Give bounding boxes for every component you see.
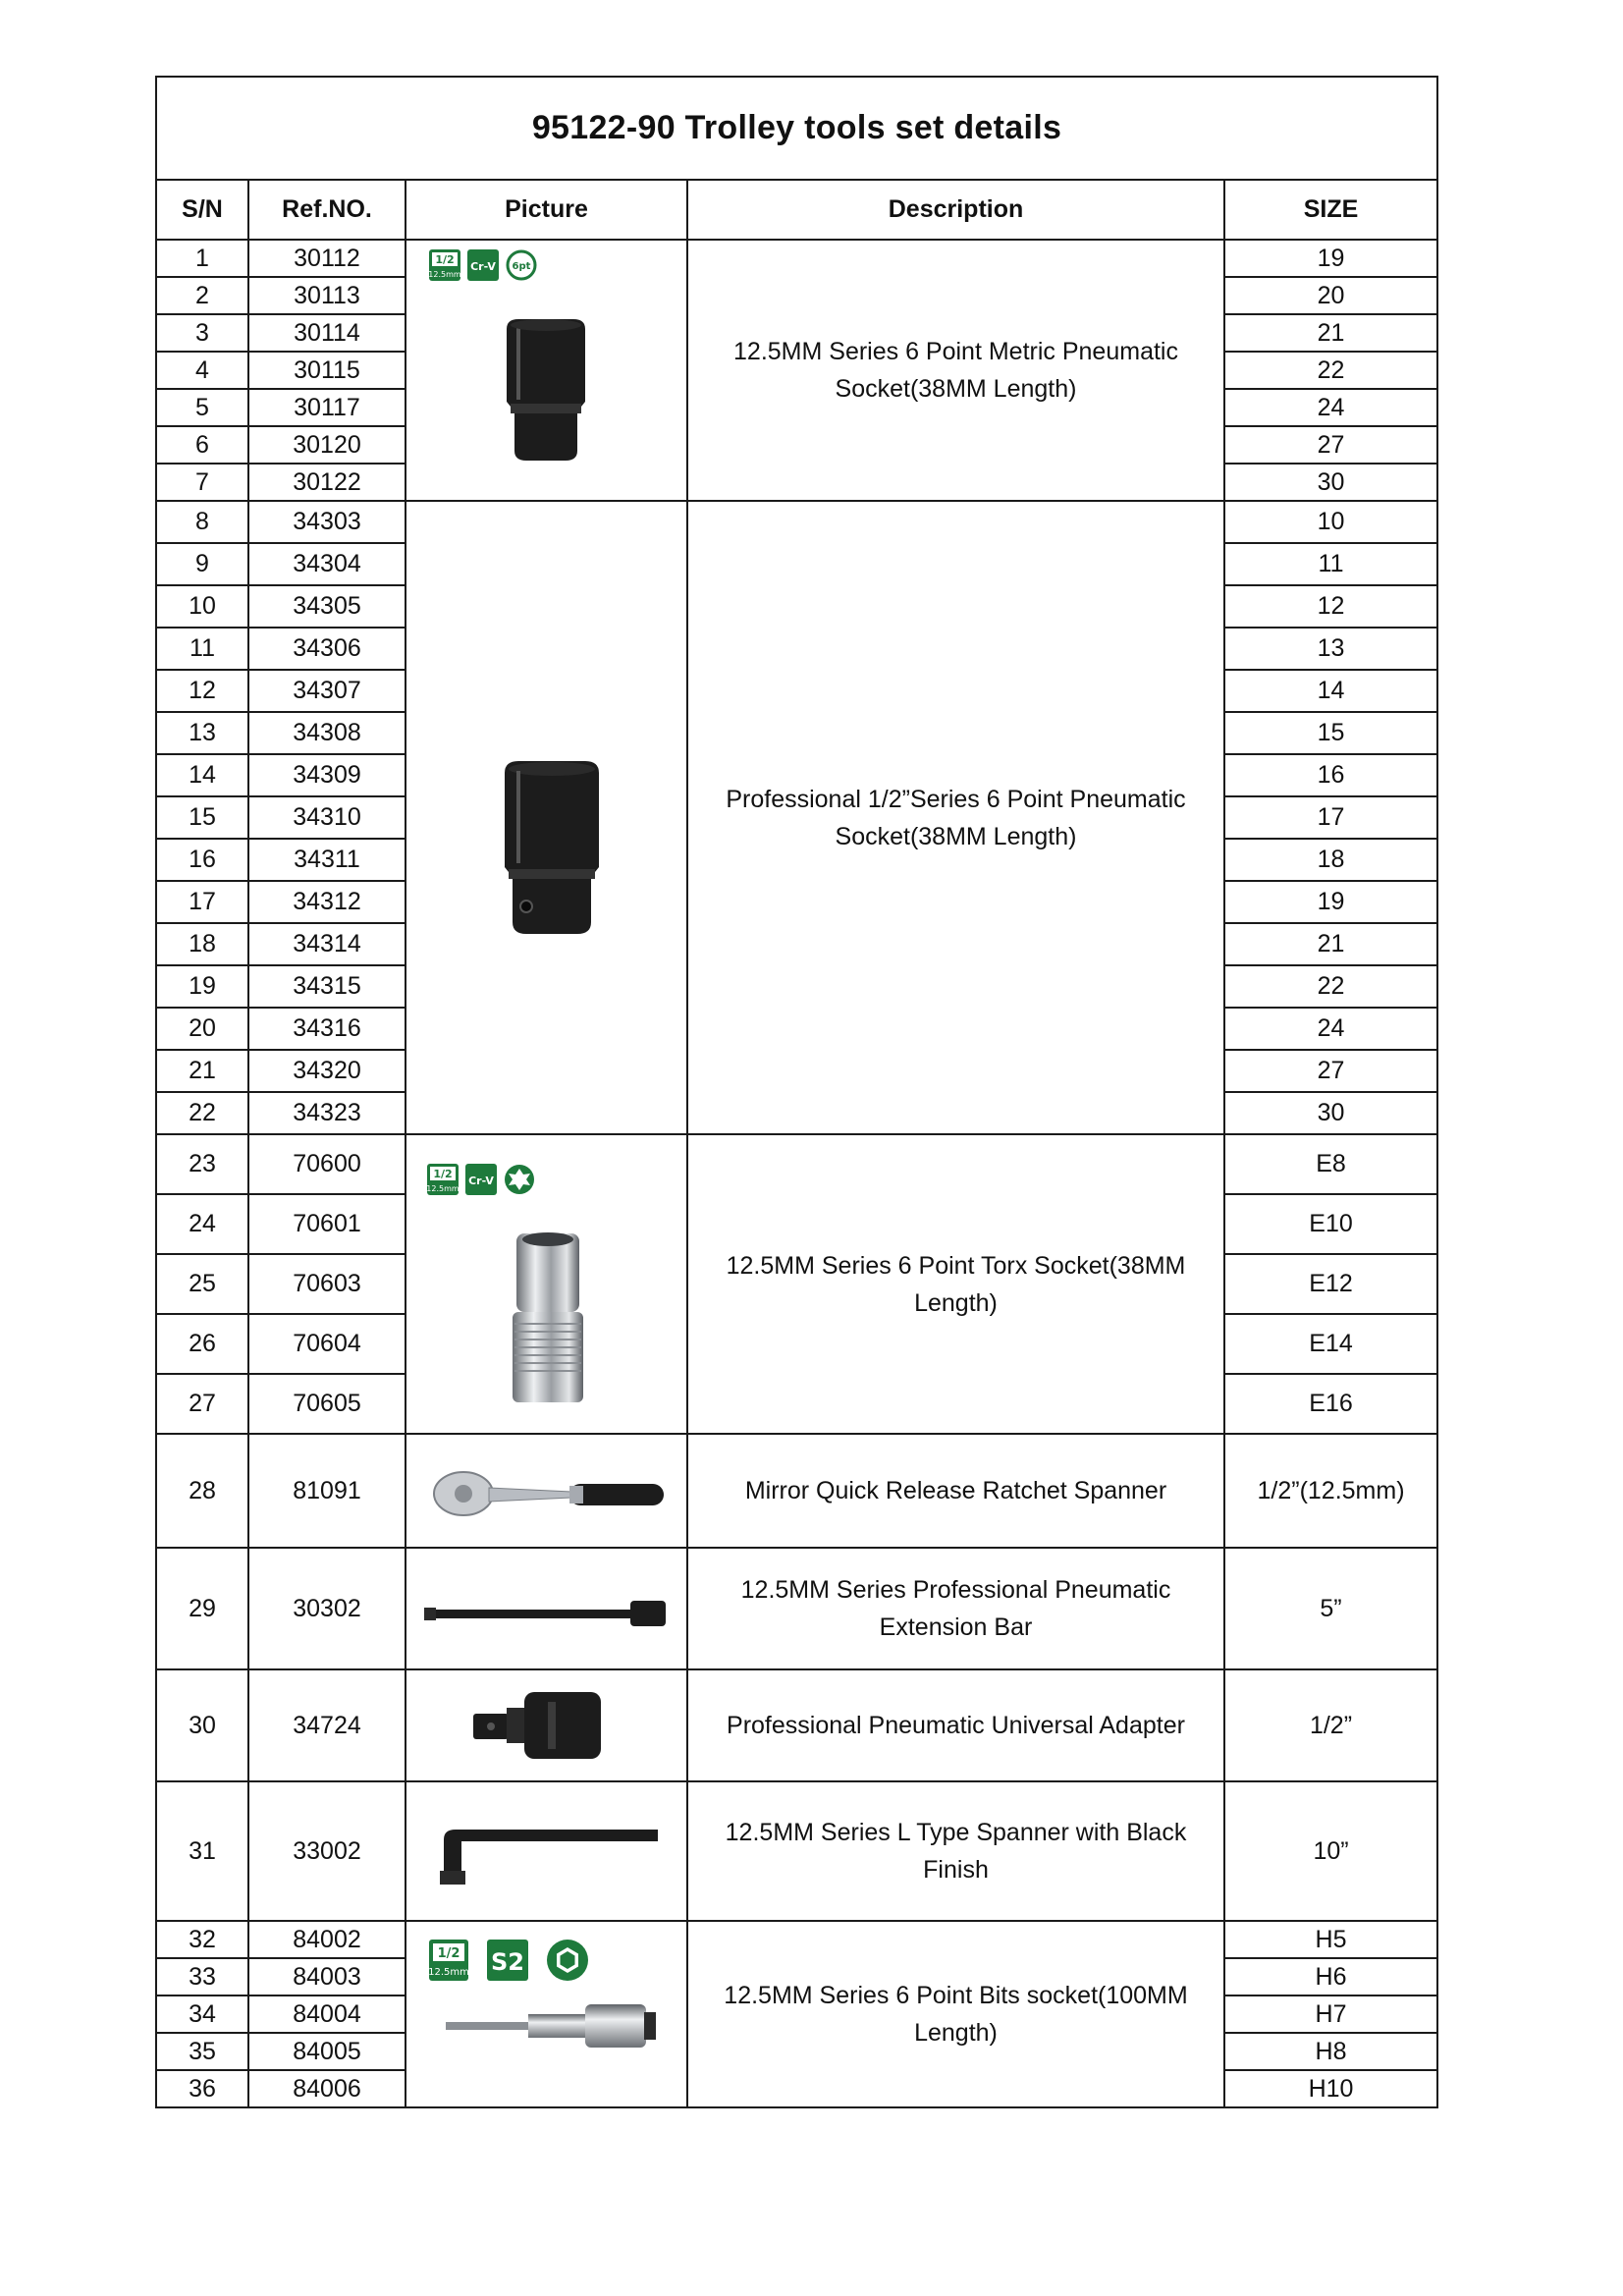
cell-size: 30	[1224, 1092, 1437, 1134]
description-line: Socket(38MM Length)	[835, 375, 1077, 403]
cell-description	[687, 1669, 1224, 1781]
cell-sn: 31	[156, 1781, 248, 1921]
header-picture: Picture	[406, 180, 687, 240]
description-line: Finish	[923, 1856, 989, 1884]
cell-size: 15	[1224, 712, 1437, 754]
cell-ref: 34306	[248, 628, 406, 670]
cell-sn: 27	[156, 1374, 248, 1434]
badge-6pt: 6pt	[512, 261, 531, 272]
tools-table	[155, 76, 1438, 2108]
cell-ref: 34309	[248, 754, 406, 796]
cell-sn: 19	[156, 965, 248, 1008]
header-size: SIZE	[1224, 180, 1437, 240]
cell-ref: 30117	[248, 389, 406, 426]
cell-sn: 12	[156, 670, 248, 712]
cell-sn: 16	[156, 839, 248, 881]
cell-description	[687, 240, 1224, 501]
cell-size: 5”	[1224, 1548, 1437, 1669]
cell-sn: 11	[156, 628, 248, 670]
cell-size: 19	[1224, 881, 1437, 923]
universal-adapter-icon	[471, 1684, 609, 1767]
cell-size: H5	[1224, 1921, 1437, 1958]
cell-size: 11	[1224, 543, 1437, 585]
spec-sheet	[155, 76, 1436, 2108]
cell-description	[687, 1134, 1224, 1434]
cell-size: 10	[1224, 501, 1437, 543]
cell-ref: 30122	[248, 464, 406, 501]
ratchet-spanner-icon	[424, 1454, 672, 1533]
cell-sn: 4	[156, 352, 248, 389]
cell-size: E14	[1224, 1314, 1437, 1374]
cell-size: H7	[1224, 1995, 1437, 2033]
cell-sn: 3	[156, 314, 248, 352]
cell-sn: 26	[156, 1314, 248, 1374]
cell-size: 12	[1224, 585, 1437, 628]
badge-drive-mm: 12.5mm	[428, 1967, 469, 1978]
cell-size: 22	[1224, 965, 1437, 1008]
cell-ref: 70605	[248, 1374, 406, 1434]
description-line: 12.5MM Series 6 Point Torx Socket(38MM	[726, 1251, 1186, 1280]
cell-size: 21	[1224, 314, 1437, 352]
cell-sn: 10	[156, 585, 248, 628]
cell-sn: 21	[156, 1050, 248, 1092]
cell-sn: 33	[156, 1958, 248, 1995]
cell-description	[687, 1781, 1224, 1921]
impact-socket-short-icon	[497, 317, 595, 463]
cell-size: E8	[1224, 1134, 1437, 1194]
cell-ref: 30112	[248, 240, 406, 277]
cell-ref: 34320	[248, 1050, 406, 1092]
cell-size: E12	[1224, 1254, 1437, 1314]
table-row	[156, 501, 1437, 543]
badge-drive-mm: 12.5mm	[426, 1184, 460, 1193]
table-body	[156, 240, 1437, 2107]
table-row	[156, 1921, 1437, 1958]
cell-ref: 34307	[248, 670, 406, 712]
cell-picture	[406, 240, 687, 501]
cell-size: E16	[1224, 1374, 1437, 1434]
cell-size: 13	[1224, 628, 1437, 670]
cell-ref: 34305	[248, 585, 406, 628]
cell-picture	[406, 1921, 687, 2107]
cell-ref: 84003	[248, 1958, 406, 1995]
description-line: Professional Pneumatic Universal Adapter	[727, 1712, 1185, 1739]
cell-size: 20	[1224, 277, 1437, 314]
cell-description	[687, 1548, 1224, 1669]
cell-sn: 2	[156, 277, 248, 314]
cell-sn: 7	[156, 464, 248, 501]
description-line: Length)	[914, 2019, 998, 2047]
cell-ref: 70603	[248, 1254, 406, 1314]
cell-ref: 34315	[248, 965, 406, 1008]
cell-ref: 30120	[248, 426, 406, 464]
cell-sn: 25	[156, 1254, 248, 1314]
description-line: 12.5MM Series L Type Spanner with Black	[725, 1819, 1187, 1846]
description-line: Length)	[914, 1288, 998, 1317]
cell-size: 30	[1224, 464, 1437, 501]
cell-ref: 34323	[248, 1092, 406, 1134]
badge-drive: 1/2	[433, 1168, 453, 1180]
header-sn: S/N	[156, 180, 248, 240]
page-title: 95122-90 Trolley tools set details	[156, 77, 1437, 180]
badge-drive: 1/2	[437, 1946, 460, 1961]
cell-size: 16	[1224, 754, 1437, 796]
torx-socket-icon	[505, 1230, 591, 1408]
cell-ref: 84002	[248, 1921, 406, 1958]
cell-sn: 30	[156, 1669, 248, 1781]
description-line: 12.5MM Series 6 Point Metric Pneumatic	[733, 338, 1178, 365]
cell-ref: 30114	[248, 314, 406, 352]
cell-size: 21	[1224, 923, 1437, 965]
cell-ref: 34314	[248, 923, 406, 965]
cell-size: 22	[1224, 352, 1437, 389]
cell-picture	[406, 501, 687, 1134]
cell-size: 17	[1224, 796, 1437, 839]
cell-ref: 34316	[248, 1008, 406, 1050]
header-description: Description	[687, 180, 1224, 240]
extension-bar-icon	[422, 1592, 674, 1635]
cell-ref: 81091	[248, 1434, 406, 1548]
cell-sn: 8	[156, 501, 248, 543]
table-row	[156, 240, 1437, 277]
cell-ref: 70604	[248, 1314, 406, 1374]
badge-material: S2	[491, 1948, 524, 1976]
cell-ref: 84005	[248, 2033, 406, 2070]
description-line: Socket(38MM Length)	[835, 822, 1077, 850]
description-line: Mirror Quick Release Ratchet Spanner	[744, 1477, 1167, 1504]
description-line: Professional 1/2”Series 6 Point Pneumatic	[726, 785, 1186, 813]
cell-sn: 17	[156, 881, 248, 923]
table-row	[156, 1781, 1437, 1921]
spec-badges-icon	[428, 248, 546, 282]
description-line: 12.5MM Series 6 Point Bits socket(100MM	[724, 1982, 1188, 2009]
cell-size: 27	[1224, 426, 1437, 464]
cell-sn: 23	[156, 1134, 248, 1194]
cell-size: H8	[1224, 2033, 1437, 2070]
cell-sn: 29	[156, 1548, 248, 1669]
cell-ref: 34311	[248, 839, 406, 881]
cell-size: 24	[1224, 389, 1437, 426]
cell-description	[687, 1921, 1224, 2107]
cell-sn: 1	[156, 240, 248, 277]
cell-size: 14	[1224, 670, 1437, 712]
cell-size: E10	[1224, 1194, 1437, 1254]
cell-picture	[406, 1434, 687, 1548]
cell-ref: 33002	[248, 1781, 406, 1921]
cell-sn: 34	[156, 1995, 248, 2033]
badge-drive-mm: 12.5mm	[428, 270, 461, 279]
cell-ref: 34304	[248, 543, 406, 585]
cell-size: H6	[1224, 1958, 1437, 1995]
table-row	[156, 1548, 1437, 1669]
badge-drive: 1/2	[435, 253, 455, 266]
cell-ref: 34308	[248, 712, 406, 754]
cell-picture	[406, 1134, 687, 1434]
cell-size: 1/2”	[1224, 1669, 1437, 1781]
cell-description	[687, 501, 1224, 1134]
cell-sn: 9	[156, 543, 248, 585]
cell-ref: 84004	[248, 1995, 406, 2033]
cell-sn: 32	[156, 1921, 248, 1958]
cell-ref: 30302	[248, 1548, 406, 1669]
cell-sn: 14	[156, 754, 248, 796]
badge-material: Cr-V	[468, 1175, 494, 1187]
cell-sn: 13	[156, 712, 248, 754]
impact-socket-icon	[497, 759, 607, 936]
table-row	[156, 1669, 1437, 1781]
header-ref: Ref.NO.	[248, 180, 406, 240]
cell-size: 24	[1224, 1008, 1437, 1050]
cell-sn: 28	[156, 1434, 248, 1548]
cell-sn: 36	[156, 2070, 248, 2107]
cell-sn: 35	[156, 2033, 248, 2070]
cell-ref: 34312	[248, 881, 406, 923]
cell-sn: 20	[156, 1008, 248, 1050]
table-row	[156, 1134, 1437, 1194]
cell-sn: 6	[156, 426, 248, 464]
cell-size: 1/2”(12.5mm)	[1224, 1434, 1437, 1548]
cell-size: H10	[1224, 2070, 1437, 2107]
bit-socket-icon	[444, 1996, 660, 2055]
table-row	[156, 1434, 1437, 1548]
cell-sn: 18	[156, 923, 248, 965]
cell-description	[687, 1434, 1224, 1548]
cell-sn: 15	[156, 796, 248, 839]
cell-sn: 5	[156, 389, 248, 426]
cell-ref: 34303	[248, 501, 406, 543]
cell-picture	[406, 1548, 687, 1669]
cell-ref: 34310	[248, 796, 406, 839]
cell-size: 19	[1224, 240, 1437, 277]
cell-ref: 70601	[248, 1194, 406, 1254]
cell-size: 27	[1224, 1050, 1437, 1092]
cell-ref: 30113	[248, 277, 406, 314]
cell-ref: 30115	[248, 352, 406, 389]
cell-ref: 70600	[248, 1134, 406, 1194]
spec-badges-icon	[428, 1938, 595, 1985]
spec-badges-icon	[426, 1163, 544, 1196]
cell-size: 10”	[1224, 1781, 1437, 1921]
description-line: Extension Bar	[879, 1613, 1033, 1641]
badge-material: Cr-V	[470, 260, 496, 273]
cell-ref: 34724	[248, 1669, 406, 1781]
cell-ref: 84006	[248, 2070, 406, 2107]
l-type-spanner-icon	[430, 1822, 666, 1890]
cell-sn: 24	[156, 1194, 248, 1254]
cell-picture	[406, 1669, 687, 1781]
cell-sn: 22	[156, 1092, 248, 1134]
description-line: 12.5MM Series Professional Pneumatic	[740, 1576, 1171, 1604]
cell-size: 18	[1224, 839, 1437, 881]
cell-picture	[406, 1781, 687, 1921]
